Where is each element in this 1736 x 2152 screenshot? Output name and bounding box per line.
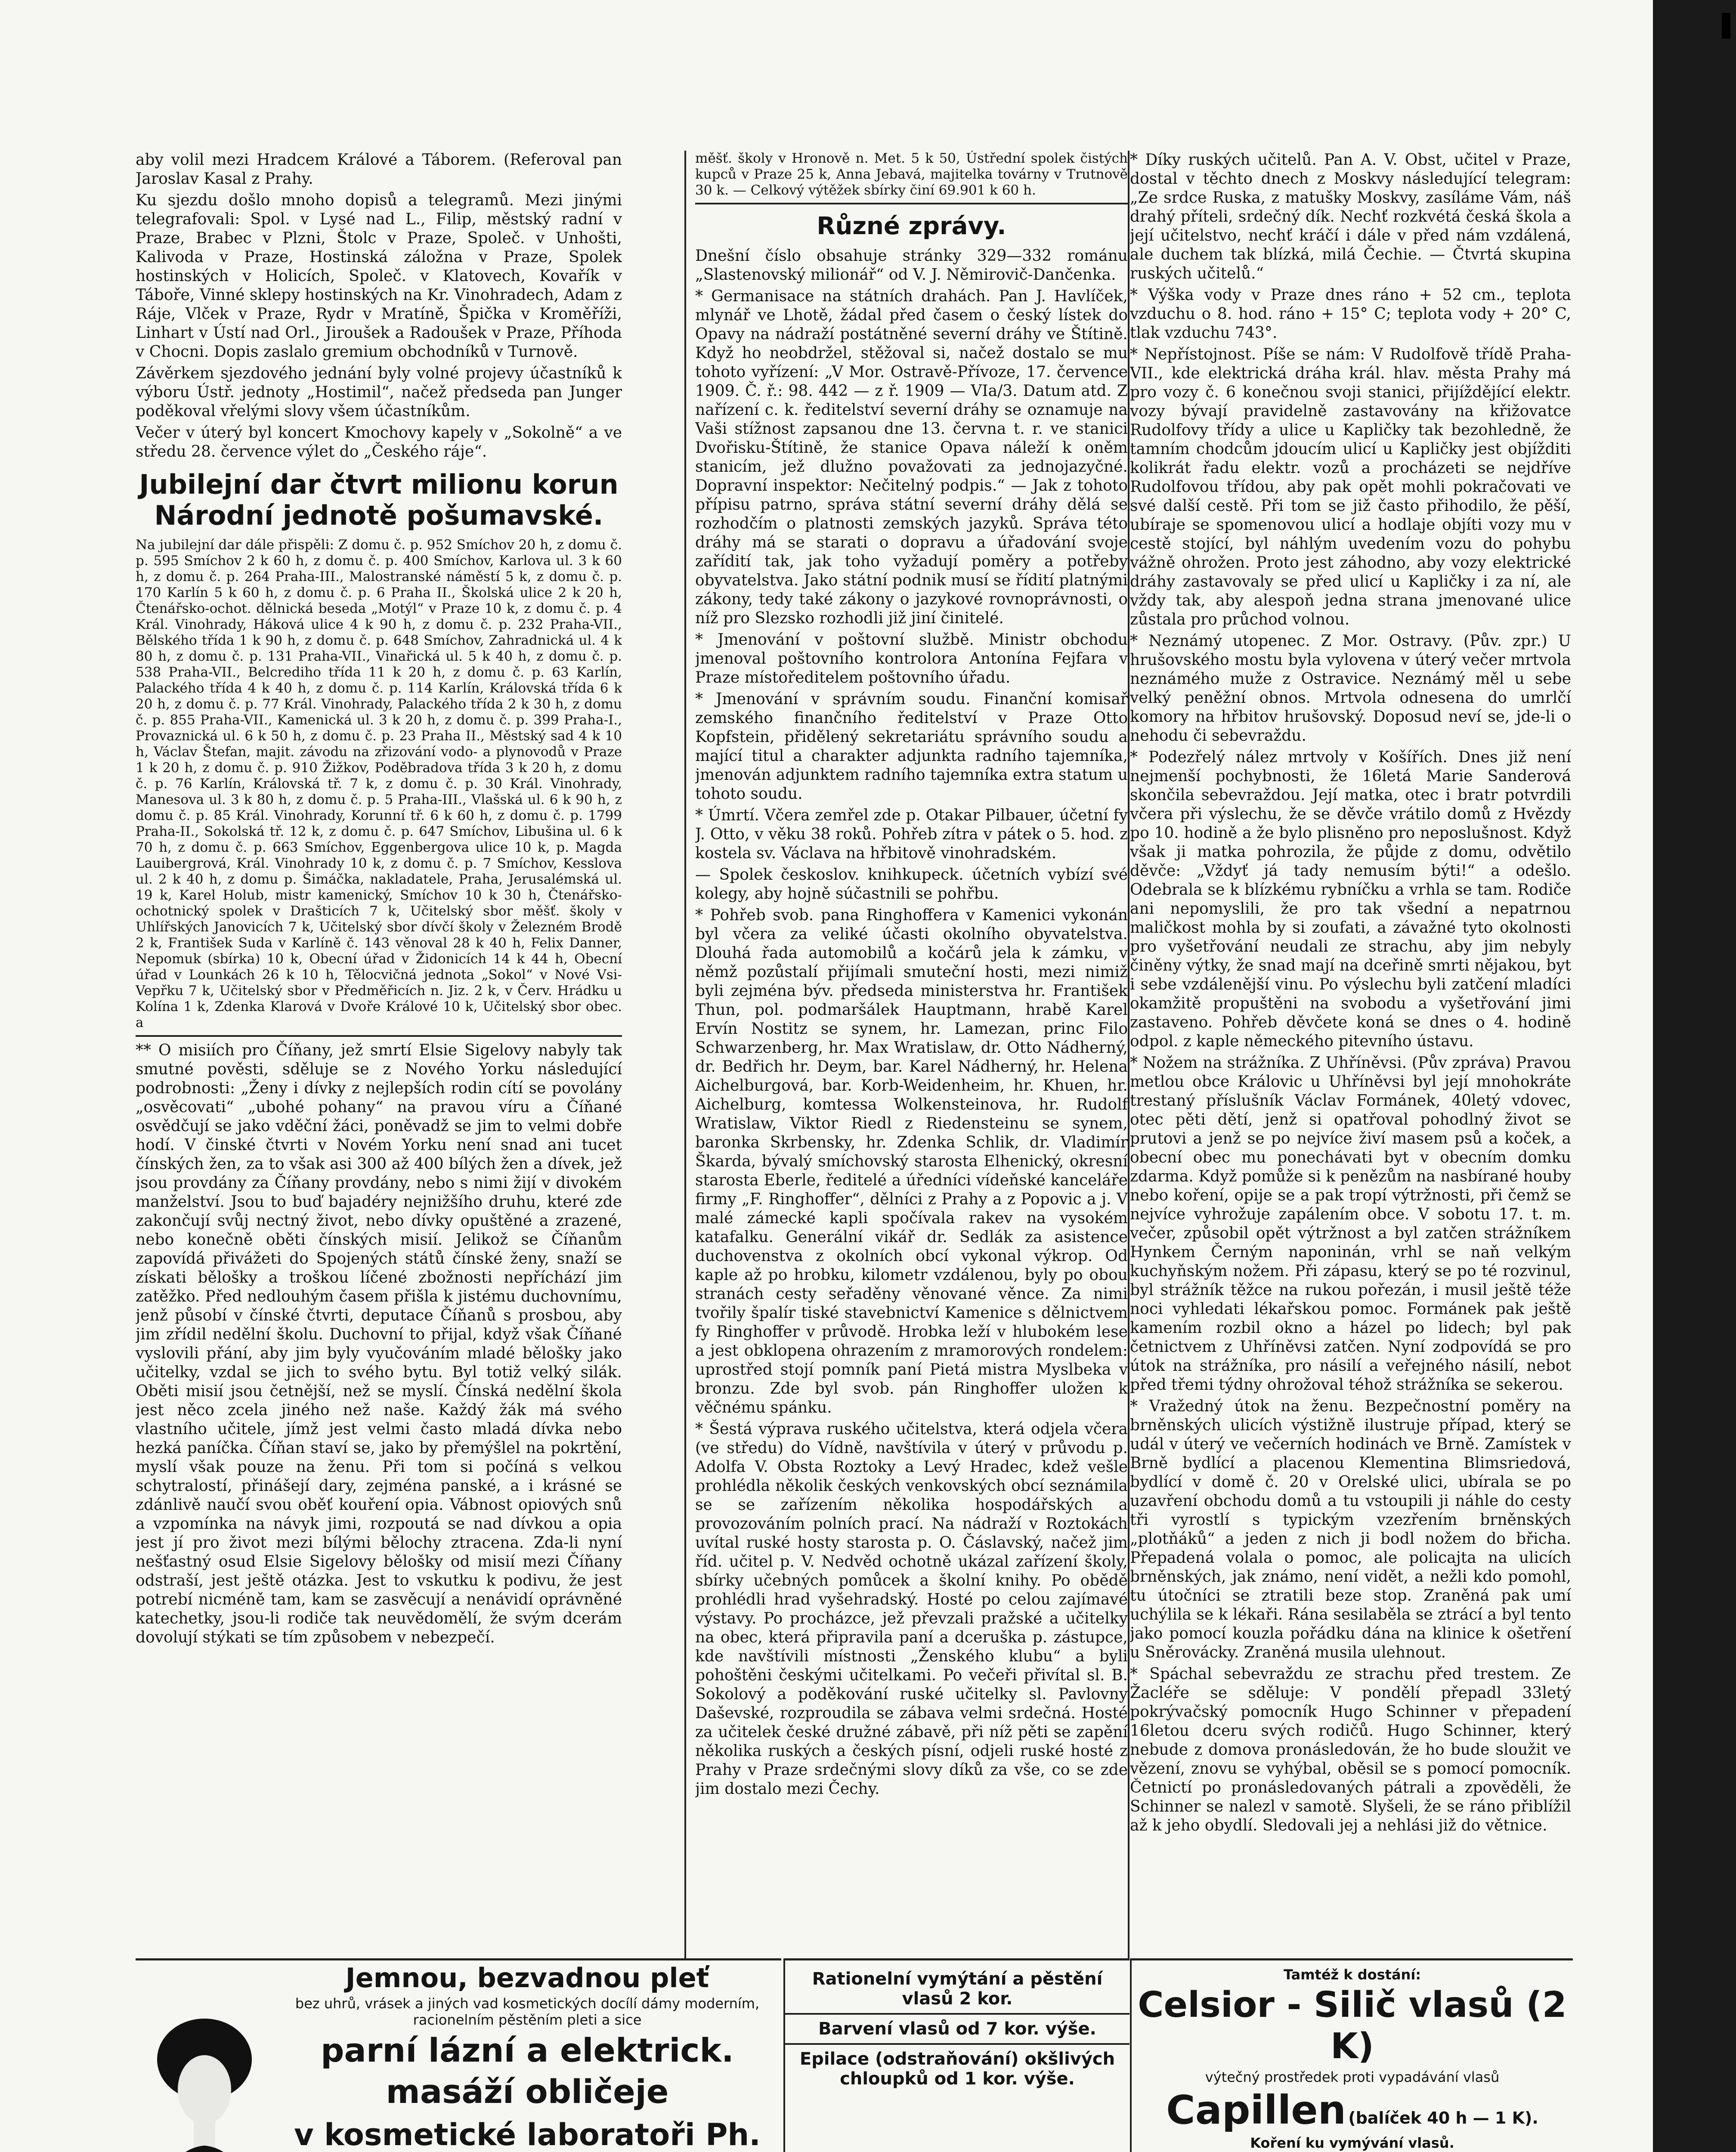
ad-laboratory: v kosmetické laboratoři Ph.	[294, 2117, 761, 2152]
jubilee-list: Na jubilejní dar dále přispěli: Z domu č. p. 952 Smíchov 20 h, z domu č. p. 595 Smíchov 2 k 60 h, z domu č. p. 400 Smíchov, Karlova ul. 3 k 60 h, z domu č. p. 264 Praha-III., Malostranské náměstí 5 k, z domu č. p. 170 Karlín 5 k 60 h, z domu č. p. 6 Praha II., Školská ulice 2 k 20 h, Čtenářsko-ochot. dělnická beseda „Motýl“ v Praze 10 k, z domu č. p. 4 Král. Vinohrady, Háková ulice 4 k 90 h, z domu č. p. 232 Praha-VII., Bělského třída 1 k 90 h, z domu č. p. 648 Smíchov, Zahradnická ul. 4 k 80 h, z domu č. p. 131 Praha-VII., Vinařická ul. 5 k 40 h, z domu č. p. 538 Praha-VII., Belcrediho třída 11 k 20 h, z domu č. p. 63 Karlín, Palackého třída 4 k 40 h, z domu č. p. 114 Karlín, Královská třída 6 k 20 h, z domu č. p. 77 Král. Vinohrady, Palackého třída 2 k 30 h, z domu č. p. 855 Praha-VII., Kamenická ul. 3 k 20 h, z domu č. p. 399 Praha-I., Provaznická ul. 6 k 50 h, z domu č. p. 23 Praha II., Městský sad 4 k 10 h, Václav Štefan, majit. závodu na zřizování vodo- a plynovodů v Praze 1 k 20 h, z domu č. p. 910 Žižkov, Poděbradova třída 3 k 20 h, z domu č. p. 76 Karlín, Královská tř. 7 k, z domu č. p. 30 Král. Vinohrady, Manesova ul. 3 k 80 h, z domu č. p. 5 Praha-III., Vlašská ul. 6 k 90 h, z domu č. p. 85 Král. Vinohrady, Korunní tř. 6 k 60 h, z domu č. p. 1799 Praha-II., Sokolská tř. 12 k, z domu č. p. 647 Smíchov, Libušina ul. 6 k 70 h, z domu č. p. 663 Smíchov, Eggenbergova ulice 10 k, p. Magda Lauibergrová, Král. Vinohrady 10 k, z domu č. p. 7 Smíchov, Kesslova ul. 2 k 40 h, z domu p. Šimáčka, nakladatele, Praha, Jerusalémská ul. 19 k, Karel Holub, mistr kamenický, Smíchov 10 k 30 h, Čtenářsko-ochotnický spolek v Drašticích 7 k, Učitelský sbor měšť. školy v Uhlířských Janovicích 7 k, Učitelský sbor dívčí školy v Železném Brodě 2 k, František Suda v Karlíně č. 143 věnoval 28 k 40 h, Felix Danner, Nepomuk (sbírka) 10 k, Obecní úřad v Židonicích 14 k 44 h, Obecní úřad v Lounkách 26 k 10 h, Tělocvičná jednota „Sokol“ v Nové Vsi-Vepřku 7 k, Učitelský sbor v Předměřicích n. Jiz. 2 k, v Červ. Hrádku u Kolína 1 k, Zdenka Klarová v Dvoře Králové 10 k, Učitelský sbor obec. a	[136, 537, 622, 1030]
section-divider	[695, 203, 1128, 204]
col3-paragraph: * Vražedný útok na ženu. Bezpečnostní poměry na brněnských ulicích výstižně ilustruje případ, který se udál v úterý ve večerních hodinách ve Brně. Zamístek v Brně bydlící a placenou Klementina Blimsriedová, bydlící v domě č. 20 v Orelské ulici, ubírala se po uzavření obchodu domů a tu vstoupili ji náhle do cesty tři vyrostlí s typickým vzezřením brněnských „plotňáků“ a jeden z nich ji bodl nožem do břicha. Přepadená volala o pomoc, ale policajta na ulicích brněnských, jak známo, není vidět, a nežli kdo pomohl, tu útočníci se ztratili beze stop. Zraněná pak umí uchýlila se k lékaři. Rána sesilaběla se ztrácí a byl tento jako pomocí kouzla pořádku dána na klinice k ošetření u Sněrovácky. Zraněná musila ulehnout.	[1130, 1398, 1571, 1661]
jubilee-list-end: měšť. školy v Hronově n. Met. 5 k 50, Ústřední spolek čistých kupců v Praze 25 k, Anna Jebavá, majitelka továrny v Trutnově 30 k. — Celkový výtěžek sbírky činí 69.901 k 60 h.	[695, 151, 1128, 198]
ad-capillen: Capillen	[1166, 2087, 1346, 2133]
news-headline: Různé zprávy.	[817, 212, 1006, 240]
ad-line: Rationelní vymýtání a pěstění vlasů 2 kor.	[812, 1969, 1103, 2009]
column-3	[1130, 151, 1571, 1954]
section-divider	[136, 1035, 622, 1037]
ad-divider	[785, 2013, 1129, 2015]
ad-text: bez uhrů, vrásek a jiných vad kosmetických docílí dámy moderním, racionelním pěstěním pleti a sice	[295, 1995, 760, 2028]
woman-portrait-icon	[140, 2008, 269, 2152]
ad-slogan: parní lázní a elektrick. masáží obličeje	[321, 2031, 734, 2111]
col3-paragraph: * Spáchal sebevraždu ze strachu před trestem. Ze Žacléře se sděluje: V pondělí přepadl 33letý pokrývačský pomocník Hugo Schinner v přepadení 16letou dceru svých rodičů. Hugo Schinner, který nebude z domova pronásledován, že ho bude sloužit ve vězení, znovu se vyhýbal, oběsil se s pomocí pomocník. Četnictí po pronásledovaných pátrali a zpověděli, že Schinner se nalezl v samotě. Slyšeli, že se ráno přiblížil až k jeho obydlí. Sledovali jej a nehlási již do větnice.	[1130, 1665, 1571, 1834]
col1-paragraph: aby volil mezi Hradcem Králové a Táborem. (Referoval pan Jaroslav Kasal z Prahy.	[136, 151, 622, 188]
col3-paragraph: * Neznámý utopenec. Z Mor. Ostravy. (Pův. zpr.) U hrušovského mostu byla vylovena v úterý večer mrtvola neznámého muže z Ostravice. Neznámý měl u sebe velký peněžní obnos. Mrtvola odnesena do umrlčí komory na hřbitov hrušovský. Doposud neví se, jde-li o nehodu či sebevraždu.	[1130, 632, 1571, 745]
col2-paragraph: * Pohřeb svob. pana Ringhoffera v Kamenici vykonán byl včera za veliké účasti okolního obyvatelstva. Dlouhá řada automobilů a kočárů jela k zámku, v němž pozůstalí přijímali smuteční hosti, mezi nimiž byli zejména býv. předseda ministerstva hr. František Thun, pol. podmaršálek Hauptmann, hrabě Karel Ervín Nostitz se synem, hr. Lamezan, princ Filo Schwarzenberg, hr. Max Wratislaw, dr. Otto Nádherný, dr. Bedřich hr. Deym, bar. Karel Nádherný, hr. Helena Aichelburgová, bar. Korb-Weidenheim, hr. Khuen, hr. Aichelburg, komtessa Wolkensteinova, hr. Rudolf Wratislaw, Viktor Riedl z Riedensteinu se synem, baronka Skrbensky, hr. Zdenka Schlik, dr. Vladimír Škarda, bývalý smíchovský starosta Elhenický, okresní starosta Eberle, ředitelé a úředníci vídeňské kanceláře firmy „F. Ringhoffer“, dělníci z Prahy a z Popovic a j. V malé zámecké kapli spočívala rakev na vysokém katafalku. Generální vikář dr. Sedlák za asistence duchovenstva z okolních obcí vykonal výkrop. Od kaple až po hrobku, kilometr vzdálenou, byly po obou stranách cesty seřaděny věnované věnce. Za nimi tvořily špalír tiské stavebnictví Kamenice s dělnictvem fy Ringhoffer v průvodě. Hrobka leží v hlubokém lese a jest obklopena ohrazením z mramorových rondelem: uprostřed stojí pomník paní Pietá mistra Myslbeka v bronzu. Zde byl svob. pán Ringhoffer uložen k věčnému spánku.	[695, 906, 1128, 1416]
scan-border-right	[1653, 0, 1736, 2152]
ad-line: Epilace (odstraňování) okšlivých chloupků od 1 kor. výše.	[799, 2049, 1115, 2089]
column-2	[695, 151, 1128, 1954]
col1-paragraph: Večer v úterý byl koncert Kmochovy kapely v „Sokolně“ a ve středu 28. července výlet do „Českého ráje“.	[136, 424, 622, 461]
ad-title: Jemnou, bezvadnou pleť	[345, 1962, 709, 1994]
hair-services-ad	[783, 1958, 1129, 2152]
column-rule-2	[1128, 151, 1129, 1958]
col1-paragraph: ** O misiích pro Číňany, jež smrtí Elsie Sigelovy nabyly tak smutné pověsti, sděluje se z Nového Yorku následující podrobnosti: „Ženy i dívky z nejlepších rodin cítí se povolány „osvěcovati“ „ubohé pohany“ na pravou víru a Číňané osvědčují se jako vděční žáci, poněvadž se jim to velmi dobře hodí. V činské čtvrti v Novém Yorku není snad ani tucet čínských žen, za to však asi 300 až 400 bílých žen a dívek, jež jsou provdány za Číňany provdány, nebo s nimi žijí v divokém manželství. Jsou to buď bajadéry nejnižšího druhu, které zde zakončují svůj nectný život, nebo dívky opuštěné a zrazené, nebo konečně oběti čínských misií. Jelikož se Číňanům zapovídá přivážeti do Spojených států čínské ženy, snaží se získati bělošky a troškou líčené zbožnosti nepříchází jim zatěžko. Před nedlouhým časem přišla k jistému duchovnímu, jenž působí v čínské čtvrti, deputace Číňanů s prosbou, aby jim zřídil nedělní školu. Duchovní to přijal, když však Číňané vyslovili přání, aby jim byly vyučováním mladé bělošky jako učitelky, vzdal se jich to svého bytu. Byl totiž velký silák. Oběti misií jsou četnější, než se myslí. Čínská nedělní škola jest něco zcela jiného než naše. Každý žák má svého vlastního učitele, jímž jest velmi často mladá dívka nebo hezká paníčka. Číňan staví se, jako by přemýšlel na pokrtění, myslí však pouze na ženu. Při tom si počíná s velkou schytralostí, přinášejí dary, zejména panské, a i krásné se zdánlivě naučí svou oběť kouření opia. Vábnost opiových snů a vzpomínka na návyk jimi, rozpoutá se nad dívkou a opia jest jí pro život mezi bílými bělochy ztracena. Zda-li nyní nešťastný osud Elsie Sigelovy bělošky od misií mezi Číňany odstraší, jest ještě otázka. Jest to vskutku k podivu, že jest potrebí nicméně tam, kam se zasvěcují a nenávidí oprávněné katechetky, jsou-li rodiče tak neuvědomělí, že svým dcerám dovolují stýkati se tím způsobem v nebezpečí.	[136, 1042, 622, 1646]
scan-corner-mark	[1722, 13, 1730, 39]
jubilee-headline: Jubilejní dar čtvrt milionu korun Národní jednotě pošumavské.	[139, 469, 619, 531]
ad-intro: Tamtéž k dostání:	[1283, 1966, 1421, 1983]
col3-paragraph: * Výška vody v Praze dnes ráno + 52 cm., teplota vzduchu o 8. hod. ráno + 15° C; teplota vody + 20° C, tlak vzduchu 743°.	[1130, 286, 1571, 342]
ad-description: výtečný prostředek proti vypadávání vlasů	[1205, 2069, 1500, 2085]
col2-paragraph: * Germanisace na státních drahách. Pan J. Havlíček, mlynář ve Lhotě, žádal před časem o český lístek do Opavy na nádraží postátněné severní dráhy ve Štítině. Když ho neobdržel, stěžoval si, načež dostalo se mu tohoto vyřízení: „V Mor. Ostravě-Přívoze, 17. července 1909. Č. ř.: 98. 442 — z ř. 1909 — VIa/3. Datum atd. Z nařízení c. k. ředitelství severní dráhy se oznamuje na Vaši stížnost zapsanou dne 13. června t. r. ve stanici Dvořisku-Štítině, že stanice Opava náleží k oněm stanicím, jež dlužno považovati za jednojazyčné. Dopravní inspektor: Nečitelný podpis.“ — Jak z tohoto přípisu patrno, správa státní severní dráhy dělá se rozhodčím o platnosti zemských jazyků. Správa této dráhy má se starati o dopravu a úřadování svoje zařídití tak, jak toho vyžadují poměry a potřeby obyvatelstva. Jako státní podnik musí se řídití platnými zákony, tedy také zákony o jazykové rovnoprávnosti, o níž pro Slezsko rozhodli již jiní činitelé.	[695, 288, 1128, 627]
ad-celsior: Celsior - Silič vlasů (2 K)	[1138, 1985, 1567, 2067]
col2-paragraph: * Úmrtí. Včera zemřel zde p. Otakar Pilbauer, účetní fy J. Otto, v věku 38 roků. Pohřeb zítra v pátek o 5. hod. z kostela sv. Václava na hřbitově vinohradském.	[695, 807, 1128, 862]
hair-products-ad	[1130, 1958, 1573, 2152]
col3-paragraph: * Nepřístojnost. Píše se nám: V Rudolfově třídě Praha-VII., kde elektrická dráha král. hlav. města Prahy má pro vozy č. 6 konečnou svoji stanici, přijíždějící elektr. vozy bývají pravidelně zastavovány na křižovatce Rudolfovy třídy a ulice u Kapličky tak bezohledně, že tamním chodcům jdoucím ulicí u Kapličky jest objížditi kolikrát řadu elektr. vozů a procházeti se nejdříve Rudolfovou třídou, aby pak opět mohli pokračovati ve své další cestě. Při tom se již často přihodilo, že pěší, ubíraje se spomenovou ulicí a hodlaje objíti vozy mu v cestě stojící, byl náhlým uvedením vozu do pohybu vážně ohrožen. Proto jest záhodno, aby vozy elektrické dráhy zastavovaly se před ulicí u Kapličky i za ní, ale vždy tak, aby alespoň jedna strana jmenované ulice zůstala pro průchod volnou.	[1130, 346, 1571, 628]
col3-paragraph: * Podezřelý nález mrtvoly v Košířích. Dnes již není nejmenší pochybnosti, že 16letá Marie Sanderová skončila sebevraždou. Její matka, otec i bratr potvrdili včera při výslechu, že se děvče vrátilo domů z Hvězdy po 10. hodině a že bylo plisněno pro neposlušnost. Když však ji matka pohrozila, že půjde z domu, odvětilo děvče: „Vždyť já tady nemusím býti!“ a odešlo. Odebrala se k blízkému rybníčku a vrhla se tam. Rodiče ani nepomyslili, že pro tak všední a nepatrnou maličkost mohla by si zoufati, a závažné tyto okolnosti pro vyšetřování neudali ze strachu, aby jim nebyly činěny výtky, že snad mají na dceřině smrti nějakou, byt i sebe vzdálenější vinu. Po výslechu byli zatčení mladíci okamžitě propuštěni na svobodu a vyšetřování jimi zastaveno. Pohřeb děvčete koná se dnes o 4. hodině odpol. z kaple německého pitevního ústavu.	[1130, 748, 1571, 1050]
ad-capillen-price: (balíček 40 h — 1 K).	[1348, 2109, 1538, 2127]
col2-paragraph: * Jmenování v správním soudu. Finanční komisař zemského finančního ředitelství v Praze Otto Kopfstein, přidělený sekretariátu správního soudu a mající titul a charakter adjunkta radního tajemníka, jmenován adjunktem radního tajemníka extra statum u tohoto soudu.	[695, 690, 1128, 803]
col3-paragraph: * Díky ruských učitelů. Pan A. V. Obst, učitel v Praze, dostal v těchto dnech z Moskvy následující telegram: „Ze srdce Ruska, z matušky Moskvy, zasíláme Vám, náš drahý příteli, srdečný dík. Nechť rozkvétá česká škola a její učitelstvo, nechť kráčí i dále v před nám vzdálená, ale duchem tak blízká, milá Čechie. — Čtvrtá skupina ruských učitelů.“	[1130, 151, 1571, 282]
col1-paragraph: Ku sjezdu došlo mnoho dopisů a telegramů. Mezi jinými telegrafovali: Spol. v Lysé nad L., Filip, městský radní v Praze, Brabec v Plzni, Štolc v Praze, Společ. v Unhošti, Kalivoda v Praze, Hostinská záložna v Praze, Spolek hostinských v Holicích, Společ. v Klatovech, Kovařík v Táboře, Vinné sklepy hostinských na Kr. Vinohradech, Adam z Ráje, Vlček v Praze, Rydr v Mratíně, Špička v Kroměříži, Linhart v Ústí nad Orl., Jiroušek a Radoušek v Praze, Příhoda v Chocni. Dopis zaslalo gremium obchodníků v Turnově.	[136, 192, 622, 361]
ad-line: Barvení vlasů od 7 kor. výše.	[818, 2019, 1096, 2039]
col1-paragraph: Závěrkem sjezdového jednání byly volné projevy účastníků k výboru Ústř. jednoty „Hostimil“, načež předseda pan Junger poděkoval vřelými slovy všem účastníkům.	[136, 365, 622, 420]
col2-paragraph: Dnešní číslo obsahuje stránky 329—332 románu „Slastenovský milionář“ od V. J. Němirovič-Dančenka.	[695, 247, 1128, 284]
ad-divider	[785, 2043, 1129, 2045]
column-1	[136, 151, 622, 1954]
col2-paragraph: * Jmenování v poštovní službě. Ministr obchodu jmenoval poštovního kontrolora Antonína Fejfara v Praze místoředitelem poštovního úřadu.	[695, 631, 1128, 686]
ad-spice: Koření ku vymývání vlasů.	[1250, 2135, 1454, 2151]
col2-paragraph: * Šestá výprava ruského učitelstva, která odjela včera (ve středu) do Vídně, navštívila v úterý v průvodu p. Adolfa V. Obsta Roztoky a Levý Hradec, kdež vešle prohlédla několik českých venkovských obcí seznámila se se zařízením několika hospodářských a provozováním polních prací. Na nádraží v Roztokách uvítal ruské hosty starosta p. O. Čáslavský, načež jim říd. učitel p. V. Nedvěd ochotně ukázal zařízení školy, sbírky učebných pomůcek a školní knihy. Po obědě prohlédli hrad vyšehradský. Hosté po celou zajímavé výstavy. Po procházce, jež převzali pražské a učitelky na obec, která připravila paní a dceruška p. zástupce, kde navštívili místnosti „Ženského klubu“ a byli pohoštěni českými učitelkami. Po večeři přivítal sl. B. Sokolový a poděkování ruské učitelky sl. Pavlovny Daševské, rozproudila se zábava velmi srdečná. Hosté za učitelek české družné zábavě, při níž pěti se zapění několika ruských a českých písní, odjeli ruské hosté z Prahy v Praze srdečnými slovy díků za vše, co se zde jim dostalo mezi Čechy.	[695, 1420, 1128, 1798]
col2-paragraph: — Spolek českoslov. knihkupeck. účetních vybízí své kolegy, aby hojně súčastnili se pohřbu.	[695, 866, 1128, 903]
col3-paragraph: * Nožem na strážníka. Z Uhříněvsi. (Pův zpráva) Pravou metlou obce Královic u Uhříněvsi byl její mnohokráte trestaný příslušník Václav Formánek, 40letý vdovec, otec pěti dětí, jenž si opatřoval pohodlný život se prutovi a jenž se po nejvíce živí masem psů a koček, a obecní obec mu ponechávati byt v obecním domku zdarma. Když pomůže si k penězům na nasbírané houby nebo koření, opije se a pak tropí výtržnosti, při čemž se nejvíce vyhrožuje zapálením obce. V sobotu 17. t. m. večer, způsobil opět výtržnost a byl zatčen strážníkem Hynkem Černým naponinán, vrhl se naň velkým kuchyňským nožem. Při zápasu, který se po té rozvinul, byl strážník těžce na rukou pořezán, i musil ještě téže noci vyhledati lékařskou pomoc. Formánek pak ještě kamením rozbil okno a házel po lidech; byl pak četnictvem z Uhříněvsi zatčen. Nyní zodpovídá se pro útok na strážníka, pro násilí a veřejného násilí, nebot před třemi týdny ohrožoval téhož strážníka se sekerou.	[1130, 1054, 1571, 1394]
column-rule-1	[684, 151, 686, 1958]
cosmetic-ad	[136, 1958, 781, 2152]
